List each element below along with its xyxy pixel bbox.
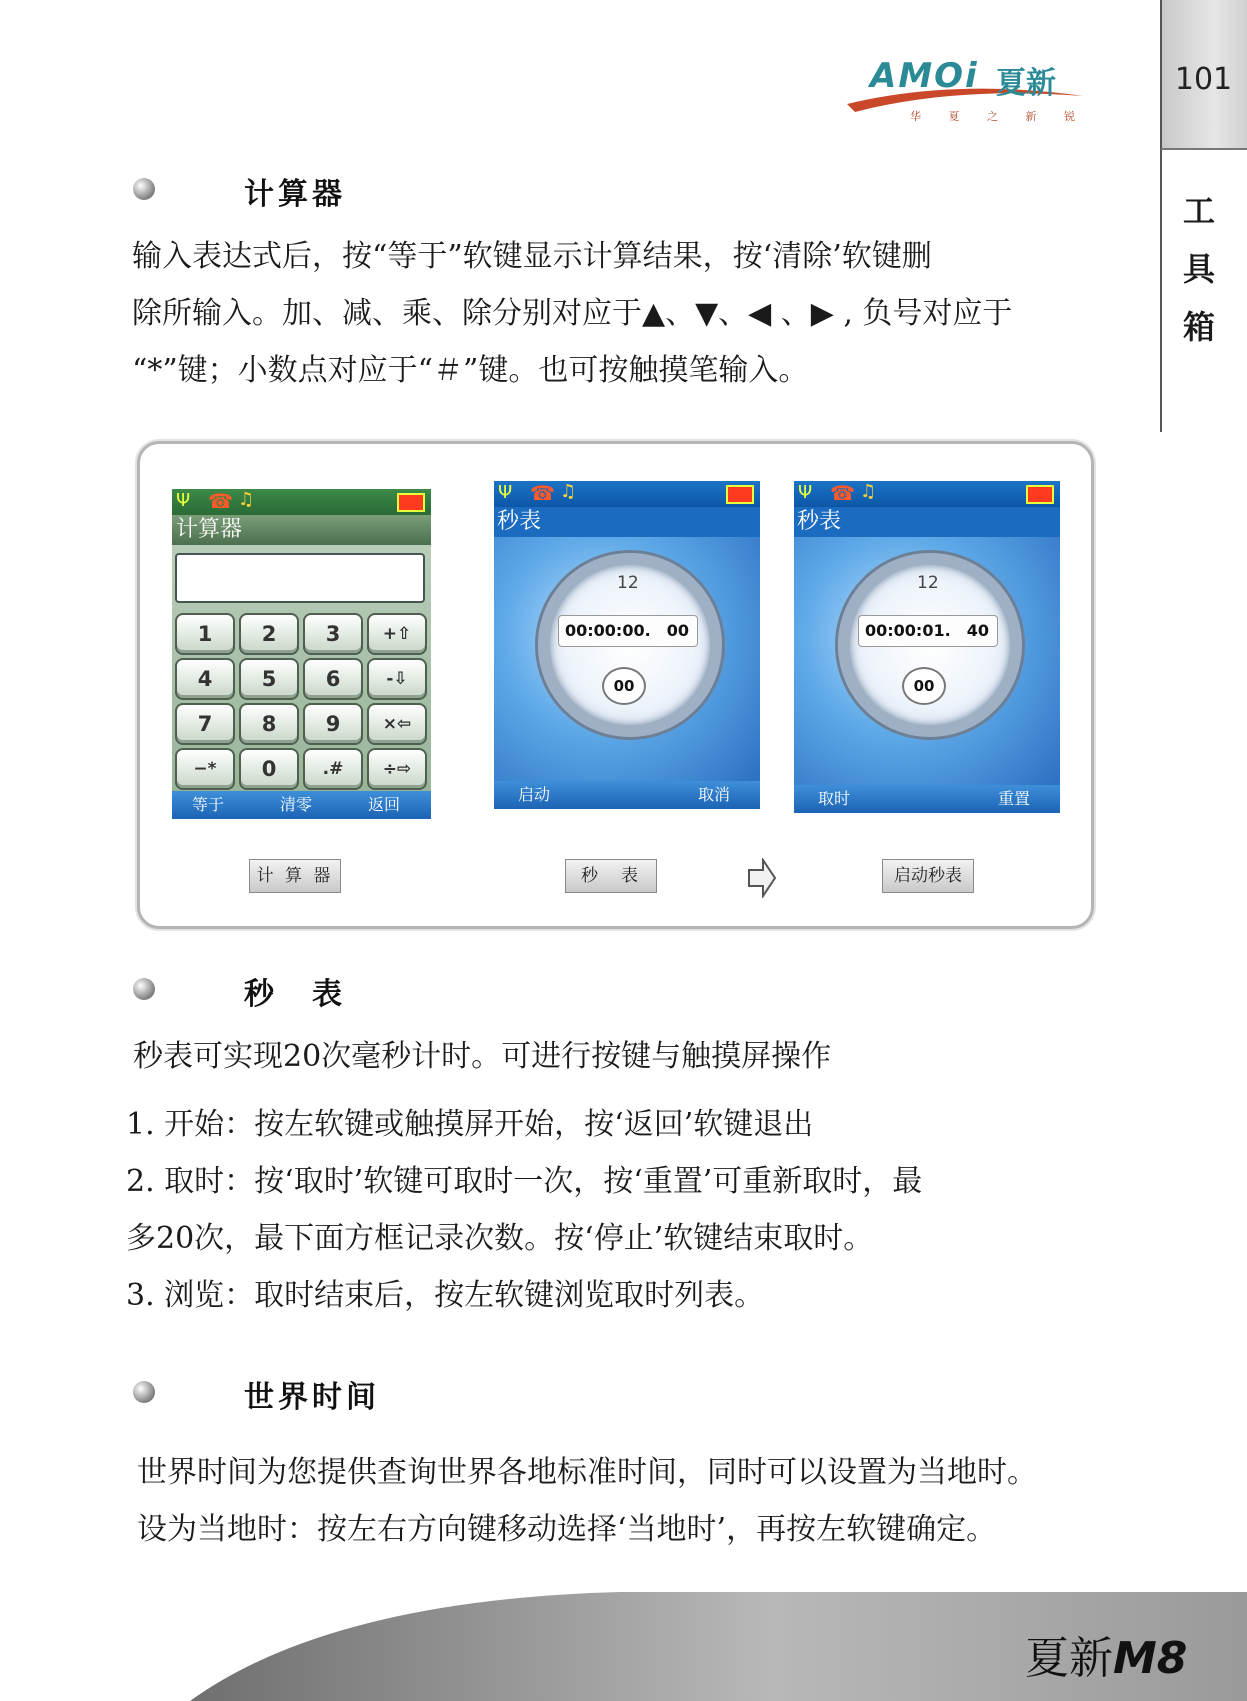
calculator-title: 计算器 [172, 515, 431, 545]
bullet-icon [133, 1381, 155, 1403]
message-icon: ♫ [238, 489, 255, 510]
key-4[interactable]: 4 [175, 658, 235, 700]
stopwatch-sub-dial: 00 [602, 667, 646, 705]
stopwatch-step: 多20次，最下面方框记录次数。按‘停止’软键结束取时。 [126, 1221, 874, 1256]
calculator-line: “*”键；小数点对应于“＃”键。也可按触摸笔输入。 [132, 353, 809, 388]
battery-icon [1026, 485, 1054, 504]
logo-tagline: 华 夏 之 新 锐 [910, 110, 1087, 123]
key-decimal[interactable]: .# [303, 748, 363, 790]
stopwatch-step: 1. 开始：按左软键或触摸屏开始，按‘返回’软键退出 [126, 1107, 814, 1142]
dial-twelve: 12 [617, 573, 639, 593]
key-5[interactable]: 5 [239, 658, 299, 700]
calculator-softkeys [172, 791, 431, 819]
section-title-stopwatch: 秒 表 [244, 977, 346, 1012]
stopwatch-title: 秒表 [494, 507, 760, 537]
key-1[interactable]: 1 [175, 613, 235, 655]
key-0[interactable]: 0 [239, 748, 299, 790]
side-tab-label: 工具箱 [1182, 192, 1215, 346]
readout-time: 00:00:00. [565, 621, 651, 640]
world-time-line: 设为当地时：按左右方向键移动选择‘当地时’，再按左软键确定。 [137, 1512, 997, 1547]
logo-brand: AMOi [870, 56, 979, 96]
calculator-screen [172, 489, 431, 819]
stopwatch-steps [126, 1096, 922, 1324]
key-multiply[interactable]: ×⇦ [367, 703, 427, 745]
key-6[interactable]: 6 [303, 658, 363, 700]
key-divide[interactable]: ÷⇨ [367, 748, 427, 790]
phone-icon: ☎ [530, 481, 555, 505]
signal-icon: Ψ [176, 490, 191, 511]
footer-model: M8 [1113, 1633, 1188, 1684]
footer-brand [1025, 1622, 1187, 1686]
softkey-equals[interactable]: 等于 [192, 795, 225, 814]
key-7[interactable]: 7 [175, 703, 235, 745]
caption-calculator: 计 算 器 [249, 859, 341, 893]
world-time-text [137, 1444, 1037, 1558]
stopwatch-running-title: 秒表 [794, 507, 1060, 537]
stopwatch-running-screen [794, 481, 1060, 813]
readout-time: 00:00:01. [865, 621, 951, 640]
key-2[interactable]: 2 [239, 613, 299, 655]
section-title-world-time: 世界时间 [244, 1380, 380, 1415]
softkey-start[interactable]: 启动 [518, 785, 551, 804]
bullet-icon [133, 178, 155, 200]
key-minus[interactable]: -⇩ [367, 658, 427, 700]
stopwatch-readout [558, 615, 698, 647]
battery-icon [726, 485, 754, 504]
status-bar [494, 481, 760, 507]
signal-icon: Ψ [798, 482, 813, 503]
softkey-reset[interactable]: 重置 [997, 789, 1030, 808]
message-icon: ♫ [860, 481, 877, 502]
key-9[interactable]: 9 [303, 703, 363, 745]
stopwatch-readout [858, 615, 998, 647]
page-number: 101 [1174, 62, 1233, 97]
world-time-line: 世界时间为您提供查询世界各地标准时间，同时可以设置为当地时。 [137, 1455, 1037, 1490]
side-tab-label-wrap [1182, 182, 1226, 356]
caption-stopwatch: 秒 表 [565, 859, 657, 893]
calculator-line: 输入表达式后，按“等于”软键显示计算结果，按‘清除’软键删 [132, 239, 932, 274]
phone-icon: ☎ [208, 489, 233, 513]
stopwatch-running-softkeys [794, 785, 1060, 813]
caption-stopwatch-running: 启动秒表 [882, 859, 974, 893]
status-bar [794, 481, 1060, 507]
calculator-display[interactable] [175, 553, 425, 603]
readout-ms: 40 [966, 621, 989, 640]
phone-icon: ☎ [830, 481, 855, 505]
stopwatch-softkeys [494, 781, 760, 809]
dial-twelve: 12 [917, 573, 939, 593]
arrow-right-icon [747, 858, 777, 898]
logo-brand-cn: 夏新 [996, 66, 1056, 101]
softkey-clear[interactable]: 清零 [280, 795, 313, 814]
readout-ms: 00 [666, 621, 689, 640]
stopwatch-step: 2. 取时：按‘取时’软键可取时一次，按‘重置’可重新取时，最 [126, 1164, 923, 1199]
calculator-line: 除所输入。加、减、乘、除分别对应于▲、▼、◀ 、▶ , 负号对应于 [132, 296, 1013, 331]
calculator-text [132, 228, 1012, 399]
key-8[interactable]: 8 [239, 703, 299, 745]
message-icon: ♫ [560, 481, 577, 502]
stopwatch-intro: 秒表可实现20次毫秒计时。可进行按键与触摸屏操作 [133, 1039, 832, 1074]
stopwatch-sub-dial: 00 [902, 667, 946, 705]
footer-brand-cn: 夏新 [1025, 1633, 1113, 1684]
signal-icon: Ψ [498, 482, 513, 503]
bullet-icon [133, 978, 155, 1000]
key-plus[interactable]: +⇧ [367, 613, 427, 655]
section-title-calculator: 计算器 [244, 177, 346, 212]
status-bar [172, 489, 431, 515]
stopwatch-screen [494, 481, 760, 809]
softkey-lap[interactable]: 取时 [818, 789, 851, 808]
softkey-back[interactable]: 返回 [368, 795, 401, 814]
key-negative[interactable]: −* [175, 748, 235, 790]
key-3[interactable]: 3 [303, 613, 363, 655]
battery-icon [397, 493, 425, 512]
stopwatch-step: 3. 浏览：取时结束后，按左软键浏览取时列表。 [126, 1278, 765, 1313]
softkey-cancel[interactable]: 取消 [697, 785, 730, 804]
